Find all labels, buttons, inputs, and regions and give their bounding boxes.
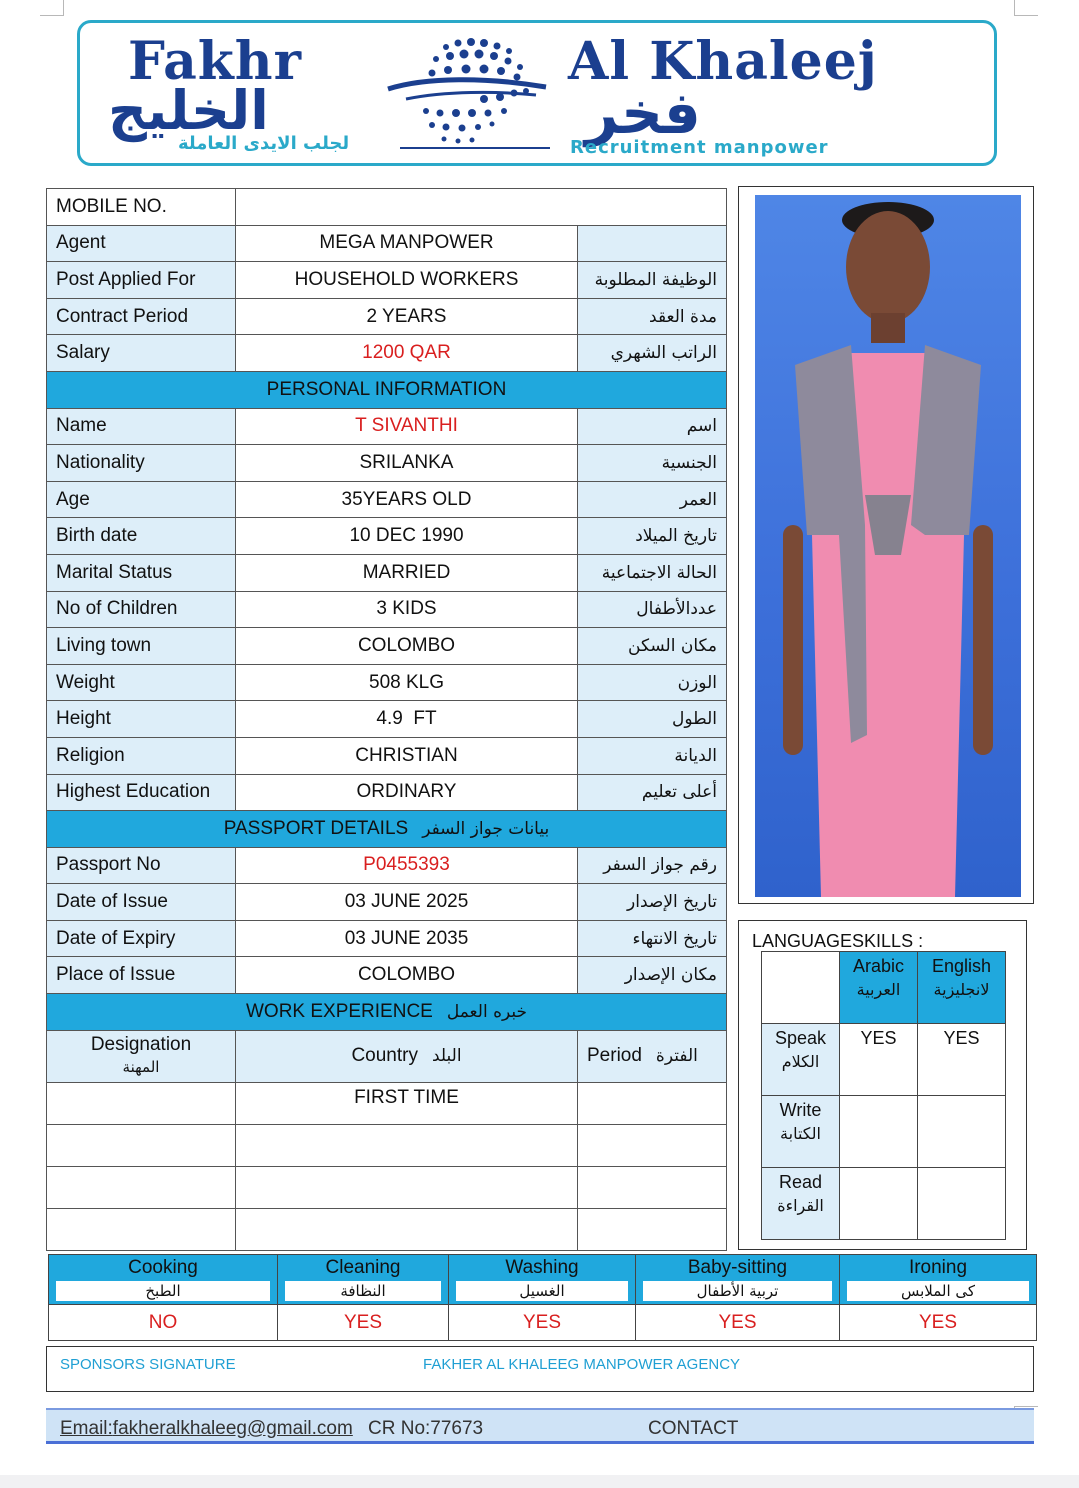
write-english-value — [918, 1096, 1006, 1168]
row-label-ar: الوظيفة المطلوبة — [578, 262, 727, 299]
skill-value-baby-sitting: YES — [636, 1305, 840, 1341]
logo-text-en-left: Fakhr — [128, 31, 302, 92]
row-label-ar: العمر — [578, 481, 727, 518]
table-row — [47, 1124, 727, 1166]
section-header — [47, 371, 727, 408]
table-row — [47, 518, 727, 555]
read-label: Read — [778, 1172, 823, 1192]
row-value: COLOMBO — [236, 957, 578, 994]
section-header — [47, 994, 727, 1031]
section-header — [47, 811, 727, 848]
name-value: T SIVANTHI — [236, 408, 578, 445]
skill-value-cooking: NO — [49, 1305, 278, 1341]
arabic-column-header — [840, 952, 918, 1024]
table-row — [762, 1168, 1006, 1240]
country-label: Country — [351, 1045, 418, 1067]
work-cell — [236, 1124, 578, 1166]
footer-contact-label: CONTACT — [648, 1418, 739, 1439]
footer-bar — [46, 1408, 1034, 1444]
row-label: Marital Status — [47, 554, 236, 591]
row-label: Passport No — [47, 847, 236, 884]
table-row — [762, 952, 1006, 1024]
row-label: Religion — [47, 737, 236, 774]
table-row — [47, 920, 727, 957]
row-label-ar: تاريخ الانتهاء — [578, 920, 727, 957]
table-row — [47, 335, 727, 372]
section-title-passport-ar: بيانات جواز السفر — [422, 818, 550, 839]
logo-divider-line — [400, 147, 550, 149]
work-header-row — [47, 1030, 727, 1082]
country-header — [236, 1030, 578, 1082]
speak-arabic-value: YES — [840, 1024, 918, 1096]
designation-label-ar: المهنة — [122, 1058, 160, 1077]
logo-text-ar-right: فخر — [585, 79, 701, 147]
skill-name: Ironing — [908, 1257, 968, 1278]
row-label-ar: تاريخ الميلاد — [578, 518, 727, 555]
row-label: Place of Issue — [47, 957, 236, 994]
skill-header-cleaning — [278, 1255, 449, 1305]
row-label: MOBILE NO. — [47, 189, 236, 226]
row-label: Post Applied For — [47, 262, 236, 299]
mobile-value — [236, 189, 727, 226]
table-row — [47, 957, 727, 994]
work-cell — [578, 1082, 727, 1124]
row-value: 35YEARS OLD — [236, 481, 578, 518]
table-row — [47, 847, 727, 884]
section-title-work-en: WORK EXPERIENCE — [245, 1000, 433, 1022]
logo-tagline-en: Recruitment manpower — [570, 137, 829, 158]
read-label-ar: القراءة — [777, 1196, 824, 1215]
country-label-ar: البلد — [431, 1046, 462, 1067]
table-row — [47, 481, 727, 518]
row-value: 4.9 FT — [236, 701, 578, 738]
logo-globe-icon — [386, 33, 556, 149]
agency-name-label: FAKHER AL KHALEEG MANPOWER AGENCY — [423, 1356, 741, 1373]
email-label: Email: — [60, 1418, 113, 1439]
section-title-personal: PERSONAL INFORMATION — [47, 371, 727, 408]
row-label: Date of Issue — [47, 884, 236, 921]
skill-value-cleaning: YES — [278, 1305, 449, 1341]
row-label-ar: الوزن — [578, 664, 727, 701]
logo-text-en-right: Al Khaleej — [568, 31, 878, 92]
row-label-ar: الطول — [578, 701, 727, 738]
row-value: 2 YEARS — [236, 298, 578, 335]
photo-frame — [738, 186, 1034, 904]
row-label: Agent — [47, 225, 236, 262]
speak-row-label — [762, 1024, 840, 1096]
work-cell — [578, 1208, 727, 1250]
row-value: 10 DEC 1990 — [236, 518, 578, 555]
read-row-label — [762, 1168, 840, 1240]
email-address-link[interactable]: fakheralkhaleeg@gmail.com — [112, 1418, 353, 1439]
logo-text-ar-left: الخليج — [108, 79, 269, 142]
table-row — [47, 408, 727, 445]
sponsor-signature-label: SPONSORS SIGNATURE — [60, 1356, 236, 1373]
corner-mark — [1014, 0, 1038, 16]
english-column-header — [918, 952, 1006, 1024]
period-label: Period — [587, 1045, 642, 1067]
section-title-passport — [47, 811, 727, 848]
skill-header-ironing — [840, 1255, 1037, 1305]
row-value: CHRISTIAN — [236, 737, 578, 774]
row-label: Weight — [47, 664, 236, 701]
candidate-photo — [755, 195, 1021, 897]
table-row — [47, 298, 727, 335]
row-label: Name — [47, 408, 236, 445]
table-row — [47, 189, 727, 226]
salary-value: 1200 QAR — [236, 335, 578, 372]
arabic-label: Arabic — [852, 956, 905, 976]
skill-name-ar: النظافة — [285, 1281, 441, 1301]
row-label: No of Children — [47, 591, 236, 628]
table-row — [47, 737, 727, 774]
skill-name-ar: الطبخ — [56, 1281, 270, 1301]
table-row — [762, 1096, 1006, 1168]
table-row — [47, 1208, 727, 1250]
row-value: 508 KLG — [236, 664, 578, 701]
speak-label-ar: الكلام — [781, 1052, 820, 1071]
skill-name: Cooking — [128, 1257, 198, 1278]
skill-header-baby-sitting — [636, 1255, 840, 1305]
section-title-passport-en: PASSPORT DETAILS — [223, 817, 409, 839]
english-label-ar: لانجليزية — [933, 980, 990, 999]
table-row — [47, 628, 727, 665]
table-row — [762, 1024, 1006, 1096]
skills-value-row — [49, 1305, 1037, 1341]
table-row — [47, 701, 727, 738]
row-label-ar: الراتب الشهري — [578, 335, 727, 372]
row-value: 03 JUNE 2025 — [236, 884, 578, 921]
table-row — [47, 554, 727, 591]
row-label-ar: مكان الإصدار — [578, 957, 727, 994]
arabic-label-ar: العربية — [856, 980, 901, 999]
logo-tagline-ar: لجلب الايدى العاملة — [178, 133, 350, 154]
skills-header-row — [49, 1255, 1037, 1305]
work-cell — [47, 1166, 236, 1208]
row-value: COLOMBO — [236, 628, 578, 665]
table-row — [47, 774, 727, 811]
language-skills-title: LANGUAGESKILLS : — [752, 931, 924, 951]
row-label-ar: الديانة — [578, 737, 727, 774]
passport-number-value: P0455393 — [236, 847, 578, 884]
work-cell — [236, 1208, 578, 1250]
footer-email — [60, 1418, 353, 1440]
row-label-ar: أعلى تعليم — [578, 774, 727, 811]
candidate-figure — [755, 195, 1021, 897]
work-cell — [47, 1124, 236, 1166]
signature-box — [46, 1346, 1034, 1392]
row-label: Birth date — [47, 518, 236, 555]
table-row — [47, 591, 727, 628]
speak-label: Speak — [774, 1028, 827, 1048]
skill-header-washing — [449, 1255, 636, 1305]
read-english-value — [918, 1168, 1006, 1240]
row-label-ar: مدة العقد — [578, 298, 727, 335]
table-row — [47, 1082, 727, 1124]
row-label: Date of Expiry — [47, 920, 236, 957]
table-row — [47, 664, 727, 701]
table-row — [47, 262, 727, 299]
skill-name-ar: الغسيل — [456, 1281, 628, 1301]
corner-cell — [762, 952, 840, 1024]
work-cell — [47, 1082, 236, 1124]
work-cell — [578, 1166, 727, 1208]
row-value: MARRIED — [236, 554, 578, 591]
row-label: Highest Education — [47, 774, 236, 811]
write-row-label — [762, 1096, 840, 1168]
company-logo — [77, 20, 997, 166]
skill-header-cooking — [49, 1255, 278, 1305]
row-label-ar — [578, 225, 727, 262]
row-value: ORDINARY — [236, 774, 578, 811]
skill-name: Washing — [505, 1257, 579, 1278]
cv-info-table — [46, 188, 727, 1251]
row-value: HOUSEHOLD WORKERS — [236, 262, 578, 299]
row-value: 03 JUNE 2035 — [236, 920, 578, 957]
skill-name: Baby-sitting — [687, 1257, 788, 1278]
work-cell — [47, 1208, 236, 1250]
skill-value-ironing: YES — [840, 1305, 1037, 1341]
row-label-ar: رقم جواز السفر — [578, 847, 727, 884]
write-label-ar: الكتابة — [780, 1124, 821, 1143]
work-cell — [578, 1124, 727, 1166]
corner-mark — [40, 0, 64, 16]
row-label: Height — [47, 701, 236, 738]
table-row — [47, 1166, 727, 1208]
footer-cr-number: CR No:77673 — [368, 1418, 484, 1439]
skill-name: Cleaning — [325, 1257, 401, 1278]
section-title-work-ar: خبره العمل — [446, 1001, 527, 1022]
language-skills-panel — [738, 920, 1027, 1250]
row-label: Contract Period — [47, 298, 236, 335]
row-value: SRILANKA — [236, 445, 578, 482]
speak-english-value: YES — [918, 1024, 1006, 1096]
row-value: 3 KIDS — [236, 591, 578, 628]
table-row — [47, 445, 727, 482]
row-label-ar: مكان السكن — [578, 628, 727, 665]
skills-table — [48, 1254, 1037, 1341]
row-label-ar: تاريخ الإصدار — [578, 884, 727, 921]
row-label: Nationality — [47, 445, 236, 482]
skill-name-ar: كى الملابس — [847, 1281, 1029, 1301]
read-arabic-value — [840, 1168, 918, 1240]
period-label-ar: الفترة — [655, 1046, 698, 1067]
row-label-ar: عددالأطفال — [578, 591, 727, 628]
write-label: Write — [779, 1100, 822, 1120]
period-header — [578, 1030, 727, 1082]
skill-name-ar: تربية الأطفال — [643, 1281, 832, 1301]
row-label: Salary — [47, 335, 236, 372]
table-row — [47, 225, 727, 262]
row-label-ar: الحالة الاجتماعية — [578, 554, 727, 591]
row-label-ar: الجنسية — [578, 445, 727, 482]
designation-label: Designation — [90, 1034, 192, 1056]
table-row — [47, 884, 727, 921]
row-label-ar: اسم — [578, 408, 727, 445]
work-cell — [236, 1166, 578, 1208]
work-entry: FIRST TIME — [236, 1082, 578, 1124]
write-arabic-value — [840, 1096, 918, 1168]
designation-header — [47, 1030, 236, 1082]
row-label: Age — [47, 481, 236, 518]
section-title-work — [47, 994, 727, 1031]
skill-value-washing: YES — [449, 1305, 636, 1341]
row-label: Living town — [47, 628, 236, 665]
english-label: English — [931, 956, 992, 976]
language-skills-table — [761, 951, 1006, 1240]
row-value: MEGA MANPOWER — [236, 225, 578, 262]
